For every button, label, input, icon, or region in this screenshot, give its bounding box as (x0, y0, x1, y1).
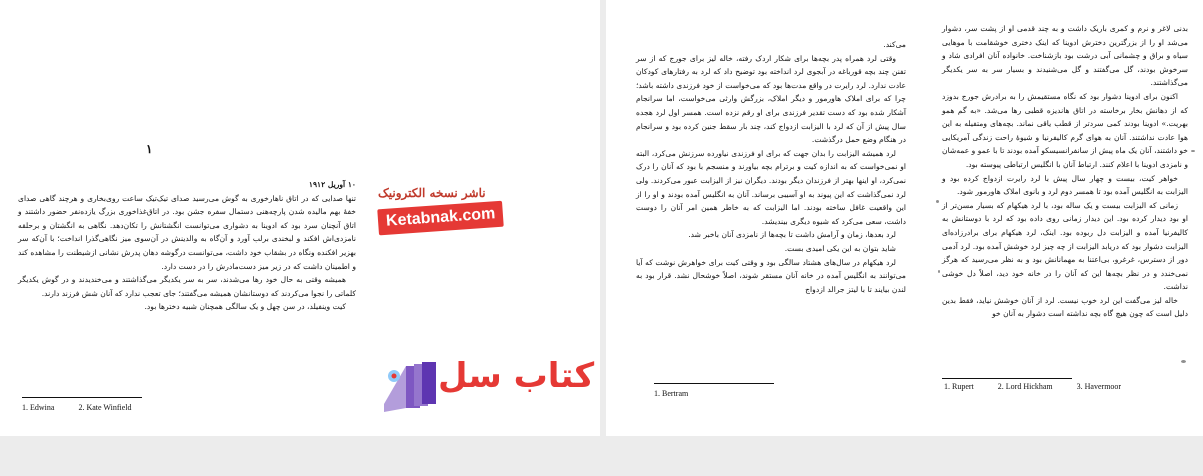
body-paragraph: لرد بعدها، زمان و آرامش داشت تا بچه‌ها از نامزدی آنان باخبر شد. (688, 230, 896, 240)
right-page-column-1 (636, 38, 906, 296)
footnote: 1. Rupert (944, 382, 974, 391)
body-paragraph: لرد همیشه الیزابت را بدان جهت که برای او فرزندی نیاورده سرزنش می‌کرد، البته او نمی‌خواست که به اندازه کیت و برترام بچه بیاورند و منسجم با بود که آنان را درک نمی‌کرد، او اینها بهتر از فرزندان دیگر بودند. دیگران نیز از الیزابت عبور می‌کردند. ولی لرد نمی‌گذاشت که این پیوند به او آسیبی برساند. آنان به انگلیس آمده بودند و او را از این واقعیت غافل ساخته بودند. اما الیزابت که به خاطر همین امر آنان را دوست داشت، سعی می‌کرد که شیوه دیگری بیندیشد. (636, 148, 906, 226)
chapter-number: ۱ (146, 142, 153, 156)
brand-name: کتاب سل (438, 356, 595, 396)
footnotes (22, 403, 154, 412)
footnote-rule (942, 378, 1072, 379)
body-paragraph: می‌کند. (883, 40, 906, 49)
body-paragraph: لرد هیکهام در سال‌های هشتاد سالگی بود و وقتی کیت برای خواهرش نوشت که آیا می‌توانند به انگلیس آمده در خانه آنان مستقر شوند، اصلاً خوشحال نشد. قرار بود به لندن بیایند تا با لیتز جرالد ازدواج (636, 257, 906, 294)
body-paragraph: خاله لیز می‌گفت این لرد خوب نیست. لرد از آنان خوشش نیاید، فقط بدین دلیل است که چون هیچ گاه بچه نداشته است دشوار به آنان خو (942, 295, 1188, 319)
body-paragraph: همیشه وقتی به حال خود رها می‌شدند، سر به سر یکدیگر می‌گذاشتند و می‌خندیدند و در گوش یکدیگر کلماتی را نجوا می‌کردند که دوستانشان همیشه می‌گفتند؛ جای تعجب ندارد که آنان شش فرزند دارند. (18, 275, 356, 298)
scan-speck (936, 200, 939, 203)
footnote: 3. Havermoor (1076, 382, 1122, 391)
ketabnak-logo: Ketabnak.com (377, 201, 504, 236)
footnote-rule (654, 383, 774, 384)
scan-speck (1191, 150, 1195, 152)
scan-speck (938, 270, 940, 273)
body-paragraph: بدنی لاغر و نرم و کمری باریک داشت و به چند قدمی او از پشت سر، دشوار می‌شد او را از بزرگترین دخترش ادوینا که اینک دختری خوشقامت با موهایی سیاه و براق و چشمانی آبی درشت بود بازشناخت. خانواده آنان افرادی شاد و سرخوش بودند، گل می‌گفتند و گل می‌شنیدند و بسیار سر به سر یکدیگر می‌گذاشتند. (942, 24, 1188, 88)
footnotes (944, 382, 1143, 391)
body-paragraph: کیت وینفیلد، در سن چهل و یک سالگی همچنان شبیه دخترها بود. (144, 302, 346, 312)
body-paragraph: خواهر کیت، بیست و چهار سال پیش با لرد رایرت ازدواج کرده بود و الیزابت به انگلیس آمده بود تا همسر دوم لرد و بانوی املاک هاورمور شود. (942, 173, 1188, 197)
body-paragraph: تنها صدایی که در اتاق ناهارخوری به گوش می‌رسید صدای تیک‌تیک ساعت روی‌بخاری و هرچند گاهی صدای خفهٔ بهم مالیده شدن پارچه‌هنی دستمال سفره جشن بود. در اتاق‌غذاخوری بزرگ یازده‌نفر حضور داشتند و اتاق آنچنان سرد بود که ادوینا به دشواری می‌توانست انگشتانش را تکان‌دهد. نگاهی به انگشتان و برحلقه نامزدی‌اش افکند و لبخندی برلب آورد و آن‌گاه به والدینش در آن‌سوی میز نگاهی‌گذرا انداخت؛ با آن‌که سر بهزیر افکنده ونگاه در بشقاب خود داشت، می‌توانست درگوشه دهان پدرش نشانی ازشیطنت را مشاهده کند و اطمینان داشت که در زیر میز دست‌مادرش را در دست دارد. (18, 193, 356, 271)
body-paragraph: وقتی لرد همراه پدر بچه‌ها برای شکار اردک رفته، خاله لیز برای جورج که از سر تفنن چند بچه قورباغه در آبجوی لرد انداخته بود توضیح داد که لرد به رفتارهای کودکان عادت ندارد. لرد رایرت در واقع مدت‌ها بود که می‌خواست از خود فرزندی داشته باشد؛ چرا که برای املاک هاورمور و دیگر املاک، بزرگش وارثی می‌خواست، اما سرانجام آشکار شده بود که دست تقدیر فرزندی برای او رقم نزده است. همسر اول لرد هجده سال پیش از آن که لرد با الیزابت ازدواج کند، چند بار سقط جنین کرده بود و سرانجام در هنگام وضع حمل درگذشت. (636, 53, 906, 145)
body-paragraph: شاید بتوان به این یکی امیدی بست. (784, 243, 896, 253)
book-icon (380, 360, 440, 416)
date-line: ۱۰ آوریل ۱۹۱۲ (308, 180, 356, 189)
body-paragraph: اکنون برای ادوینا دشوار بود که نگاه مستقیمش را به برادرش جورج بدوزد که از دهانش بخار برخاسته در اتاق هاندیزه قطبی رها می‌شد. «به گم همو بهریت.» ادوینا بودند کمی سردتر از قطب یاقی نماند. بچه‌های ومتفیله به این هوا عادت نداشتند. آنان به هوای گرم کالیفرنیا و شیوهٔ راحت زندگی آمریکایی خو داشتند، آنان یک ماه پیش از سانفرانسیسکو آمده بودند تا با عمو و عمه‌شان و نامزدی ادوینا با اعلام کنند. ارتباط آنان با انگلیس ارتباطی پیوسته بود. (942, 91, 1188, 169)
left-page (0, 0, 600, 436)
footnote: 2. Lord Hickham (997, 382, 1053, 391)
footnote: 2. Kate Winfield (78, 403, 132, 412)
brand-logo (380, 356, 600, 420)
scan-speck (1181, 360, 1186, 363)
watermark-title: ناشر نسخه الکترونیک (378, 186, 486, 200)
body-paragraph: زمانی که الیزابت بیست و یک ساله بود، با لرد هیکهام که بسیار مسن‌تر از او بود دیدار کرده بود. این دیدار زمانی روی داده بود که لرد با دوستانش به کالیفرنیا آمده و الیزابت دل ربوده بود. اینک، لرد هیکهام برای برادرزاده‌ای الیزابت دشوار بود که دریابد الیزابت از چه چیز لرد خوشش آمده بود. لرد آدمی دور از دسترس، غرغرو، بی‌اعتنا به مهمانانش بود و به نظر می‌رسید که هرگز نمی‌خندد و در نظر بچه‌ها این که آنان را در خانه خود دید، اصلاً دل خوشی نداشت. (942, 200, 1188, 292)
footnote: 1. Edwina (22, 403, 55, 412)
footnote-rule (22, 397, 142, 398)
footnote: 1. Bertram (654, 389, 689, 398)
footnotes (654, 389, 710, 398)
left-page-body (18, 178, 356, 314)
right-page (606, 0, 1203, 436)
right-page-column-2 (942, 22, 1188, 321)
